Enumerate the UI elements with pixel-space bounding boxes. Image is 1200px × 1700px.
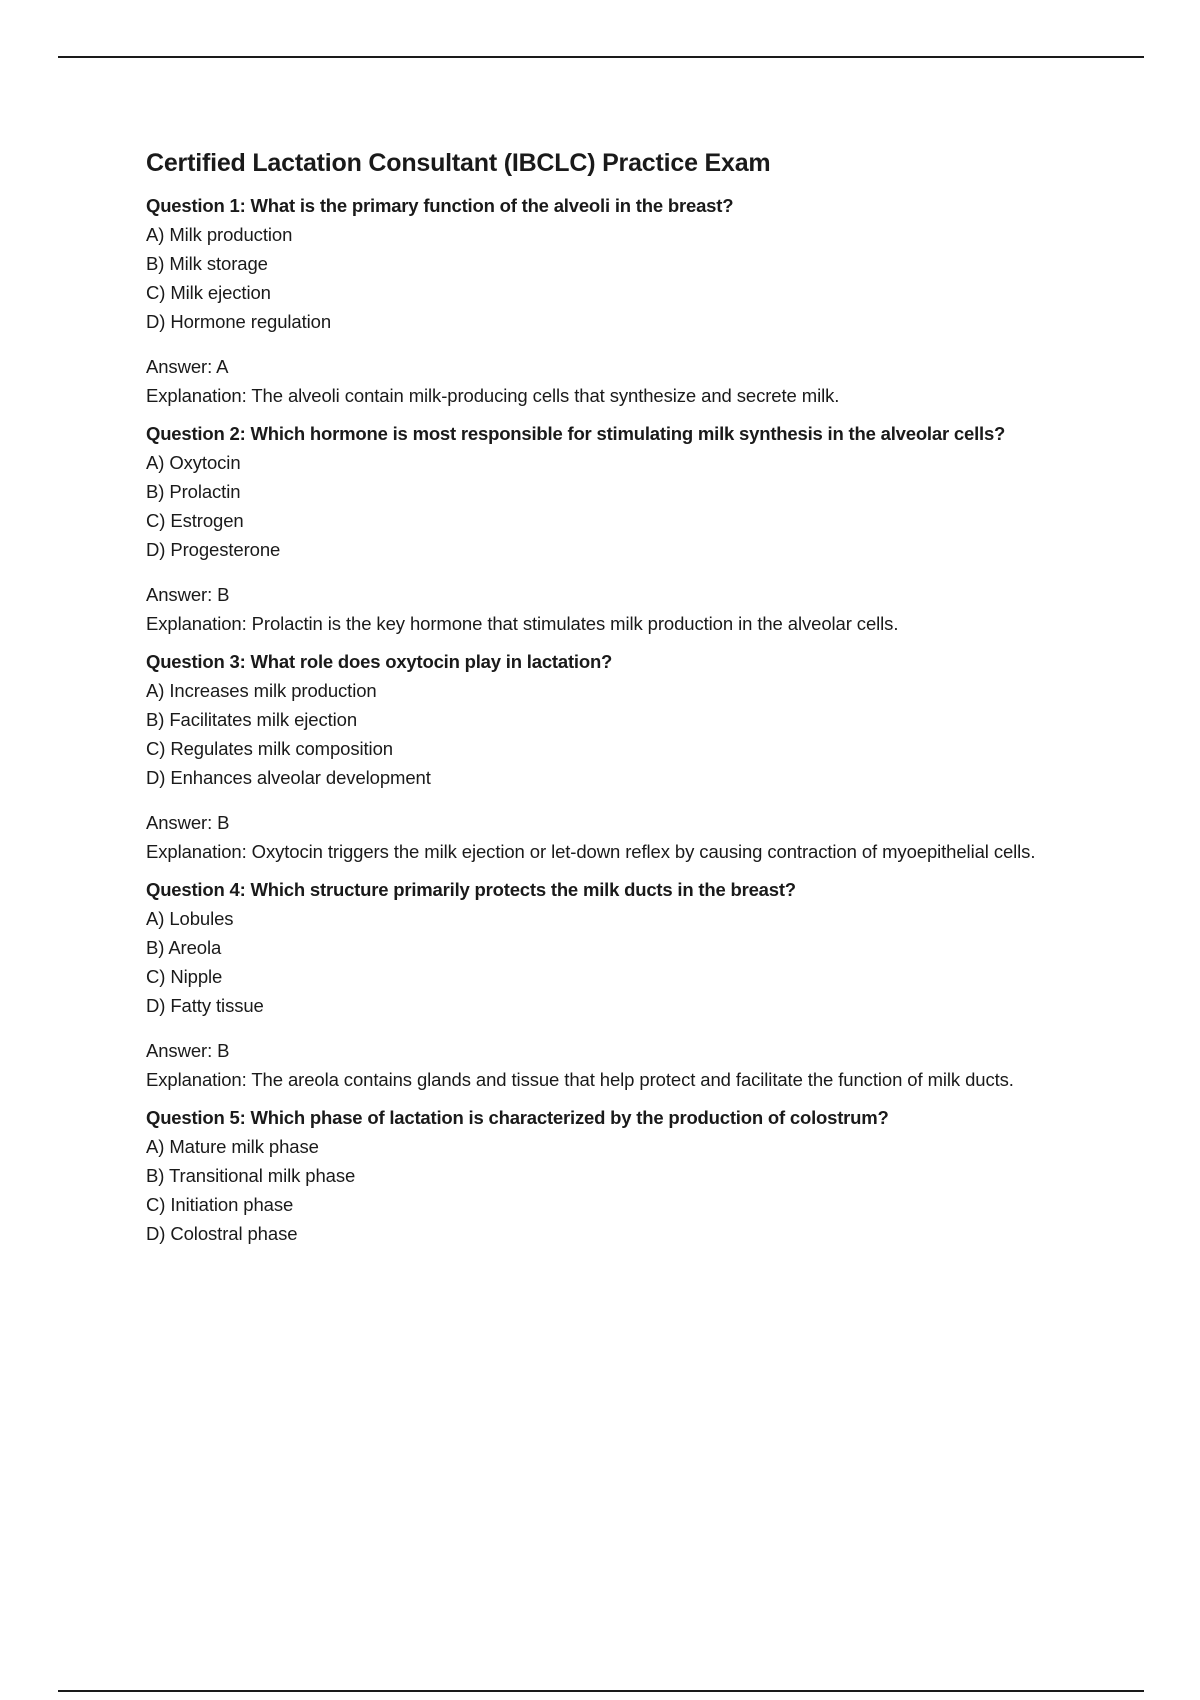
option-a: A) Oxytocin (146, 452, 241, 473)
question-text: Question 1: What is the primary function of the alveoli in the breast? (146, 195, 734, 216)
option-d: D) Progesterone (146, 539, 281, 560)
answer-block (146, 1036, 1106, 1094)
question-block (146, 192, 1106, 410)
option-c: C) Nipple (146, 966, 223, 987)
question-block (146, 420, 1106, 638)
question-text: Question 3: What role does oxytocin play in lactation? (146, 651, 613, 672)
option-b: B) Areola (146, 937, 222, 958)
option-list (146, 1132, 1106, 1248)
question-text: Question 2: Which hormone is most responsible for stimulating milk synthesis in the alveolar cells? (146, 423, 1006, 444)
explanation-text: Explanation: Oxytocin triggers the milk ejection or let-down reflex by causing contraction of myoepithelial cells. (146, 841, 1036, 862)
answer-block (146, 808, 1106, 866)
answer-block (146, 352, 1106, 410)
option-c: C) Initiation phase (146, 1194, 294, 1215)
footer-rule (58, 1690, 1144, 1692)
option-a: A) Milk production (146, 224, 293, 245)
answer-text: Answer: B (146, 812, 230, 833)
explanation-text: Explanation: The alveoli contain milk-producing cells that synthesize and secrete milk. (146, 385, 840, 406)
option-d: D) Hormone regulation (146, 311, 332, 332)
answer-text: Answer: B (146, 584, 230, 605)
question-block (146, 876, 1106, 1094)
option-list (146, 904, 1106, 1020)
option-list (146, 448, 1106, 564)
option-a: A) Increases milk production (146, 680, 377, 701)
page-title: Certified Lactation Consultant (IBCLC) Practice Exam (146, 149, 771, 177)
explanation-text: Explanation: The areola contains glands and tissue that help protect and facilitate the function of milk ducts. (146, 1069, 1014, 1090)
answer-block (146, 580, 1106, 638)
explanation-text: Explanation: Prolactin is the key hormone that stimulates milk production in the alveolar cells. (146, 613, 899, 634)
question-text: Question 4: Which structure primarily protects the milk ducts in the breast? (146, 879, 796, 900)
answer-text: Answer: B (146, 1040, 230, 1061)
answer-text: Answer: A (146, 356, 229, 377)
option-c: C) Milk ejection (146, 282, 271, 303)
question-block (146, 648, 1106, 866)
option-d: D) Enhances alveolar development (146, 767, 431, 788)
header-rule (58, 56, 1144, 58)
option-c: C) Regulates milk composition (146, 738, 393, 759)
option-b: B) Transitional milk phase (146, 1165, 356, 1186)
option-a: A) Lobules (146, 908, 234, 929)
page-content (146, 146, 1106, 1248)
option-list (146, 220, 1106, 336)
option-b: B) Facilitates milk ejection (146, 709, 358, 730)
option-c: C) Estrogen (146, 510, 244, 531)
question-block (146, 1104, 1106, 1248)
option-d: D) Fatty tissue (146, 995, 264, 1016)
option-b: B) Prolactin (146, 481, 241, 502)
option-b: B) Milk storage (146, 253, 268, 274)
option-d: D) Colostral phase (146, 1223, 298, 1244)
option-list (146, 676, 1106, 792)
option-a: A) Mature milk phase (146, 1136, 319, 1157)
question-text: Question 5: Which phase of lactation is characterized by the production of colostrum? (146, 1107, 889, 1128)
